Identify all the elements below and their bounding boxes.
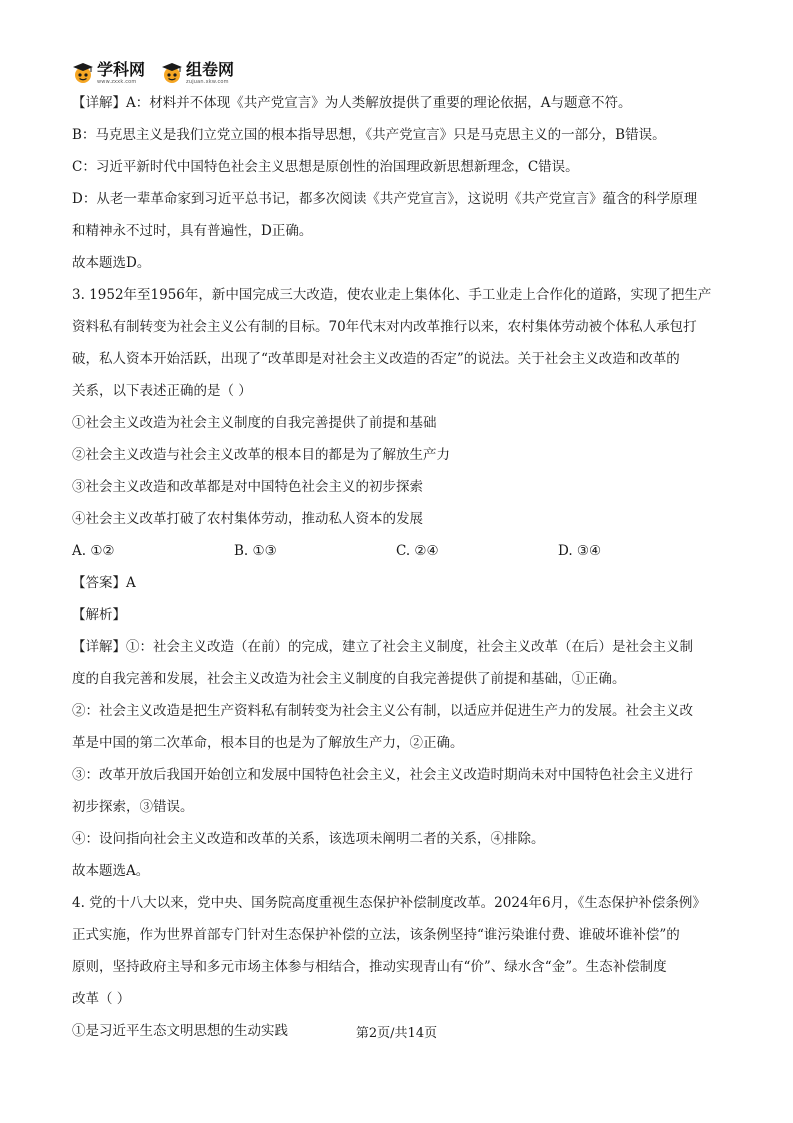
graduate-cap-icon (72, 62, 94, 84)
logo-brand-name: 组卷网 (186, 59, 235, 79)
detail-line: B：马克思主义是我们立党立国的根本指导思想，《共产党宣言》只是马克思主义的一部分，B错误。 (72, 127, 666, 143)
question-line: 破，私人资本开始活跃，出现了“改革即是对社会主义改造的否定”的说法。关于社会主义改造和改革的 (72, 351, 680, 367)
xueke-logo[interactable] (72, 58, 145, 88)
statement-line: ①社会主义改造为社会主义制度的自我完善提供了前提和基础 (72, 415, 437, 431)
detail-line: ②：社会主义改造是把生产资料私有制转变为社会主义公有制，以适应并促进生产力的发展。社会主义改 (72, 703, 693, 719)
question-line: 3. 1952年至1956年，新中国完成三大改造，使农业走上集体化、手工业走上合作化的道路，实现了把生产 (72, 287, 712, 303)
page-number: 第2页/共14页 (355, 1026, 438, 1041)
zujuan-logo[interactable] (161, 58, 234, 88)
question-line: 正式实施，作为世界首部专门针对生态保护补偿的立法，该条例坚持“谁污染谁付费、谁破坏谁补偿”的 (72, 927, 680, 943)
option-a: A. ①② (72, 543, 115, 559)
question-line: 4. 党的十八大以来，党中央、国务院高度重视生态保护补偿制度改革。2024年6月，《生态保护补偿条例》 (72, 895, 706, 911)
option-c: C. ②④ (396, 543, 439, 559)
statement-line: ①是习近平生态文明思想的生动实践 (72, 1023, 288, 1039)
question-line: 资料私有制转变为社会主义公有制的目标。70年代末对内改革推行以来，农村集体劳动被个体私人承包打 (72, 319, 697, 335)
detail-line: ④：设问指向社会主义改造和改革的关系，该选项未阐明二者的关系，④排除。 (72, 831, 545, 847)
answer-line: 【答案】A (72, 575, 136, 591)
option-b: B. ①③ (234, 543, 277, 559)
analysis-label: 【解析】 (72, 607, 126, 623)
statement-line: ④社会主义改革打破了农村集体劳动，推动私人资本的发展 (72, 511, 423, 527)
detail-line: 和精神永不过时，具有普遍性，D正确。 (72, 223, 313, 239)
detail-line: 度的自我完善和发展，社会主义改造为社会主义制度的自我完善提供了前提和基础，①正确。 (72, 671, 626, 687)
conclusion-line: 故本题选D。 (72, 255, 151, 271)
detail-line: ③：改革开放后我国开始创立和发展中国特色社会主义，社会主义改造时期尚未对中国特色社会主义进行 (72, 767, 693, 783)
statement-line: ③社会主义改造和改革都是对中国特色社会主义的初步探索 (72, 479, 423, 495)
conclusion-line: 故本题选A。 (72, 863, 150, 879)
answer-options (72, 542, 722, 560)
graduate-cap-icon (161, 62, 183, 84)
detail-line: D：从老一辈革命家到习近平总书记，都多次阅读《共产党宣言》，这说明《共产党宣言》蕴含的科学原理 (72, 191, 698, 207)
logo-brand-url: zujuan.xkw.com (186, 78, 229, 85)
detail-line: 革是中国的第二次革命，根本目的也是为了解放生产力，②正确。 (72, 735, 464, 751)
detail-line: 初步探索，③错误。 (72, 799, 194, 815)
logo-brand-url: www.zxxk.com (97, 78, 137, 85)
detail-line: 【详解】A：材料并不体现《共产党宣言》为人类解放提供了重要的理论依据，A与题意不符。 (72, 95, 632, 111)
detail-line: C：习近平新时代中国特色社会主义思想是原创性的治国理政新思想新理念，C错误。 (72, 159, 579, 175)
statement-line: ②社会主义改造与社会主义改革的根本目的都是为了解放生产力 (72, 447, 450, 463)
question-line: 改革（ ） (72, 991, 131, 1007)
detail-line: 【详解】①：社会主义改造（在前）的完成，建立了社会主义制度，社会主义改革（在后）是社会主义制 (72, 639, 693, 655)
question-line: 原则，坚持政府主导和多元市场主体参与相结合，推动实现青山有“价”、绿水含“金”。生态补偿制度 (72, 959, 667, 975)
question-line: 关系，以下表述正确的是（ ） (72, 383, 252, 399)
option-d: D. ③④ (558, 543, 602, 559)
logo-brand-name: 学科网 (97, 59, 146, 79)
